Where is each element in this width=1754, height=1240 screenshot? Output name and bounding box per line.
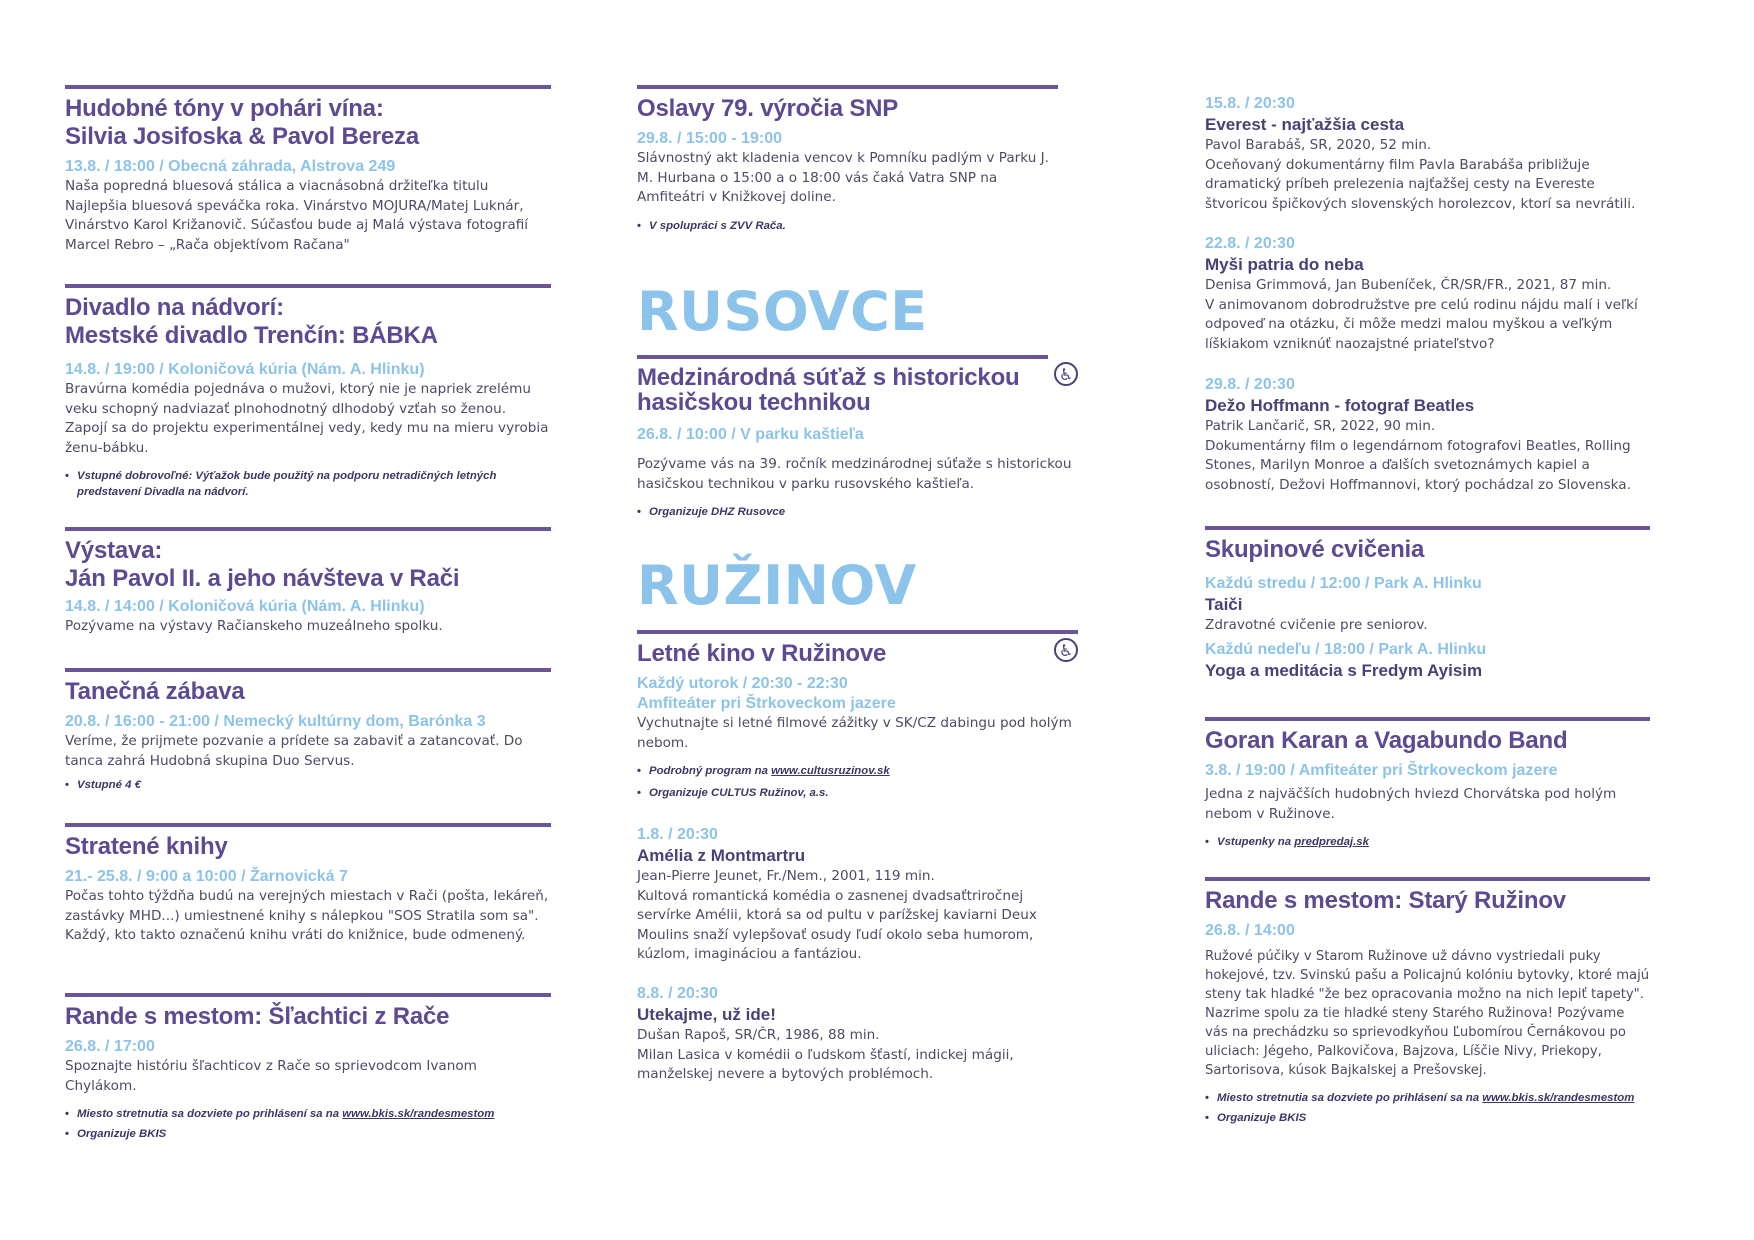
- event-organizer: • Organizuje CULTUS Ružinov, a.s.: [637, 785, 1078, 801]
- event-description: Vychutnajte si letné filmové zážitky v SK/CZ dabingu pod holým nebom.: [637, 715, 1072, 751]
- event-lost-books: [65, 823, 551, 946]
- event-note: • V spolupráci s ZVV Rača.: [637, 218, 1058, 234]
- event-date-place: 26.8. / 14:00: [1205, 922, 1295, 939]
- event-dance: [65, 668, 551, 793]
- event-organizer: • Organizuje DHZ Rusovce: [637, 504, 1078, 520]
- event-title: Stratené knihy: [65, 833, 228, 860]
- event-description: Ružové púčiky v Starom Ružinove už dávno vystriedali puky hokejové, tzv. Svinskú pašu a Policajnú kolóniu bytovky, ktoré majú steny tak hladké "že bez opracovania možno na nich lepiť tapety". Nazrime spolu za tie hladké steny Starého Ružinova! Pozývame vás na prechádzku so sprievodkyňou Ľubomírou Černákovou po uliciach: Jégeho, Palkovičova, Bajzova, Líščie Nivy, Priekopy, Sartorisova, kúsok Bajkalskej a Prešovskej.: [1205, 949, 1650, 1078]
- event-date-place: 3.8. / 19:00 / Amfiteáter pri Štrkoveckom jazere: [1205, 762, 1558, 779]
- event-city-walk-raca: [65, 993, 551, 1142]
- event-note: • Vstupné dobrovoľné: Výťažok bude použitý na podporu netradičných letných predstavení Divadla na nádvorí.: [65, 468, 551, 500]
- event-description: Veríme, že prijmete pozvanie a prídete sa zabaviť a zatancovať. Do tanca zahrá Hudobná skupina Duo Servus.: [65, 733, 523, 769]
- event-date-place: 29.8. / 15:00 - 19:00: [637, 130, 782, 147]
- film-info: Pavol Barabáš, SR, 2020, 52 min.: [1205, 137, 1432, 153]
- film-description: V animovanom dobrodružstve pre celú rodinu nájdu malí i veľkí odpoveď na otázku, či môže medzi malou myškou a veľkým líškiakom vzniknúť naozajstné priateľstvo?: [1205, 296, 1638, 352]
- film-utekajme: [637, 984, 1078, 1085]
- film-title: Utekajme, už ide!: [637, 1005, 776, 1024]
- film-description: Oceňovaný dokumentárny film Pavla Barabáša približuje dramatický príbeh prelezenia najťažšej cesty na Evereste štvoricou špičkových slovenských horolezcov, ktorí sa nevrátili.: [1205, 156, 1636, 212]
- event-snp: [637, 85, 1058, 234]
- event-firefighters: [637, 355, 1078, 520]
- event-date-place: 20.8. / 16:00 - 21:00 / Nemecký kultúrny dom, Barónka 3: [65, 713, 486, 730]
- film-description: Milan Lasica v komédii o ľudskom šťastí, indickej mágii, manželskej nevere a bytových problémoch.: [637, 1046, 1014, 1083]
- event-date-place: 14.8. / 19:00 / Koloničová kúria (Nám. A. Hlinku): [65, 361, 425, 378]
- event-organizer: • Organizuje BKIS: [65, 1126, 551, 1142]
- wheelchair-icon: ♿: [1054, 638, 1078, 662]
- event-summer-cinema: [637, 630, 1078, 801]
- film-title: Amélia z Montmartru: [637, 846, 806, 865]
- tickets-link[interactable]: predpredaj.sk: [1294, 836, 1369, 849]
- film-info: Jean-Pierre Jeunet, Fr./Nem., 2001, 119 min.: [637, 868, 935, 884]
- event-schedule: Každú nedeľu / 18:00 / Park A. Hlinku: [1205, 640, 1487, 658]
- event-title: Rande s mestom: Starý Ružinov: [1205, 887, 1566, 914]
- district-heading-rusovce: RUSOVCE: [637, 280, 928, 343]
- event-description: Spoznajte históriu šľachticov z Rače so sprievodcom Ivanom Chylákom.: [65, 1058, 477, 1094]
- event-note: • Vstupenky na predpredaj.sk: [1205, 834, 1650, 850]
- film-date: 1.8. / 20:30: [637, 826, 718, 843]
- activity-description: Zdravotné cvičenie pre seniorov.: [1205, 617, 1428, 633]
- film-date: 15.8. / 20:30: [1205, 95, 1295, 112]
- event-title: Goran Karan a Vagabundo Band: [1205, 727, 1568, 754]
- event-city-walk-ruzinov: [1205, 877, 1650, 1126]
- film-title: Everest - najťažšia cesta: [1205, 115, 1405, 134]
- event-description: Jedna z najväčších hudobných hviezd Chorvátska pod holým nebom v Ružinove.: [1205, 786, 1617, 822]
- event-description: Naša popredná bluesová stálica a viacnásobná držiteľka titulu Najlepšia bluesová speváčka roka. Vinárstvo MOJURA/Matej Luknár, Vinárstvo Karol Križanovič. Súčasťou bude aj Malá výstava fotografií Marcel Rebro – „Rača objektívom Račana": [65, 178, 529, 253]
- film-info: Patrik Lančarič, SR, 2022, 90 min.: [1205, 418, 1436, 434]
- event-note: • Miesto stretnutia sa dozviete po prihlásení sa na www.bkis.sk/randesmestom: [65, 1106, 551, 1122]
- event-description: Slávnostný akt kladenia vencov k Pomníku padlým v Parku J. M. Hurbana o 15:00 a o 18:00 vás čaká Vatra SNP na Amfiteátri v Knižkovej doline.: [637, 150, 1049, 206]
- event-description: Pozývame vás na 39. ročník medzinárodnej súťaže s historickou hasičskou technikou v parku rusovského kaštieľa.: [637, 456, 1072, 492]
- event-title: Hudobné tóny v pohári vína: Silvia Josifoska & Pavol Bereza: [65, 95, 419, 150]
- event-title: Rande s mestom: Šľachtici z Rače: [65, 1003, 450, 1030]
- film-description: Kultová romantická komédia o zasnenej dvadsaťtriročnej servírke Amélii, ktorá sa od pultu v parížskej kaviarni Deux Moulins snaží vylepšovať osudy ľudí okolo seba humorom, kúzlom, imagináciou a fantáziou.: [637, 887, 1037, 963]
- event-title: Tanečná zábava: [65, 678, 245, 705]
- event-title: Oslavy 79. výročia SNP: [637, 95, 899, 122]
- film-date: 8.8. / 20:30: [637, 985, 718, 1002]
- film-title: Myši patria do neba: [1205, 255, 1364, 274]
- event-description: Pozývame na výstavy Račianskeho muzeálneho spolku.: [65, 618, 443, 634]
- event-date-place: 14.8. / 14:00 / Koloničová kúria (Nám. A. Hlinku): [65, 598, 425, 615]
- film-date: 29.8. / 20:30: [1205, 376, 1295, 393]
- program-link[interactable]: www.cultusruzinov.sk: [771, 765, 890, 778]
- event-title: Medzinárodná súťaž s historickou hasičskou technikou: [637, 364, 1020, 416]
- event-title: Výstava: Ján Pavol II. a jeho návšteva v Rači: [65, 537, 460, 592]
- event-group-exercises: [1205, 526, 1650, 682]
- event-place: Amfiteáter pri Štrkoveckom jazere: [637, 695, 896, 712]
- event-title: Divadlo na nádvorí: Mestské divadlo Trenčín: BÁBKA: [65, 294, 438, 349]
- event-description: Bravúrna komédia pojednáva o mužovi, ktorý nie je napriek zrelému veku schopný nadviazať plnohodnotný dlhodobý vzťah so ženou. Zapojí sa do projektu experimentálnej vedy, kedy mu na mieru vyrobia ženu-bábku.: [65, 381, 549, 456]
- wheelchair-icon: ♿: [1054, 362, 1078, 386]
- event-note: • Podrobný program na www.cultusruzinov.sk: [637, 763, 1078, 779]
- event-date-place: 26.8. / 10:00 / V parku kaštieľa: [637, 426, 864, 443]
- registration-link[interactable]: www.bkis.sk/randesmestom: [342, 1108, 495, 1121]
- event-title: Letné kino v Ružinove: [637, 640, 887, 667]
- film-hoffmann: [1205, 375, 1650, 495]
- district-heading-ruzinov: RUŽINOV: [637, 554, 917, 617]
- event-theatre: [65, 284, 551, 500]
- film-mice: [1205, 234, 1650, 354]
- film-amelie: [637, 825, 1078, 965]
- event-schedule: Každú stredu / 12:00 / Park A. Hlinku: [1205, 575, 1482, 592]
- event-note: • Vstupné 4 €: [65, 777, 551, 793]
- event-date-place: 26.8. / 17:00: [65, 1038, 155, 1055]
- event-schedule: Každý utorok / 20:30 - 22:30: [637, 675, 848, 692]
- event-organizer: • Organizuje BKIS: [1205, 1110, 1650, 1126]
- film-info: Dušan Rapoš, SR/ČR, 1986, 88 min.: [637, 1027, 880, 1043]
- film-title: Dežo Hoffmann - fotograf Beatles: [1205, 396, 1475, 415]
- event-goran-karan: [1205, 717, 1650, 850]
- registration-link[interactable]: www.bkis.sk/randesmestom: [1482, 1092, 1635, 1104]
- event-date-place: 21.- 25.8. / 9:00 a 10:00 / Žarnovická 7: [65, 868, 348, 885]
- activity-title: Taiči: [1205, 595, 1243, 614]
- event-music-wine: [65, 85, 551, 255]
- film-date: 22.8. / 20:30: [1205, 235, 1295, 252]
- event-note: • Miesto stretnutia sa dozviete po prihlásení sa na www.bkis.sk/randesmestom: [1205, 1090, 1650, 1106]
- film-everest: [1205, 94, 1650, 214]
- activity-title: Yoga a meditácia s Fredym Ayisim: [1205, 660, 1483, 680]
- film-info: Denisa Grimmová, Jan Bubeníček, ČR/SR/FR., 2021, 87 min.: [1205, 277, 1612, 293]
- event-date-place: 13.8. / 18:00 / Obecná záhrada, Alstrova 249: [65, 158, 396, 175]
- film-description: Dokumentárny film o legendárnom fotografovi Beatles, Rolling Stones, Marilyn Monroe a ďalších svetoznámych kapiel a osobností, Dežovi Hoffmannovi, ktorý pochádzal zo Slovenska.: [1205, 437, 1631, 493]
- event-title: Skupinové cvičenia: [1205, 536, 1425, 563]
- event-description: Počas tohto týždňa budú na verejných miestach v Rači (pošta, lekáreň, zastávky MHD...) umiestnené knihy s nálepkou "SOS Stratila som sa". Každý, kto takto označenú knihu vráti do knižnice, bude odmenený.: [65, 888, 549, 944]
- event-exhibition: [65, 527, 551, 637]
